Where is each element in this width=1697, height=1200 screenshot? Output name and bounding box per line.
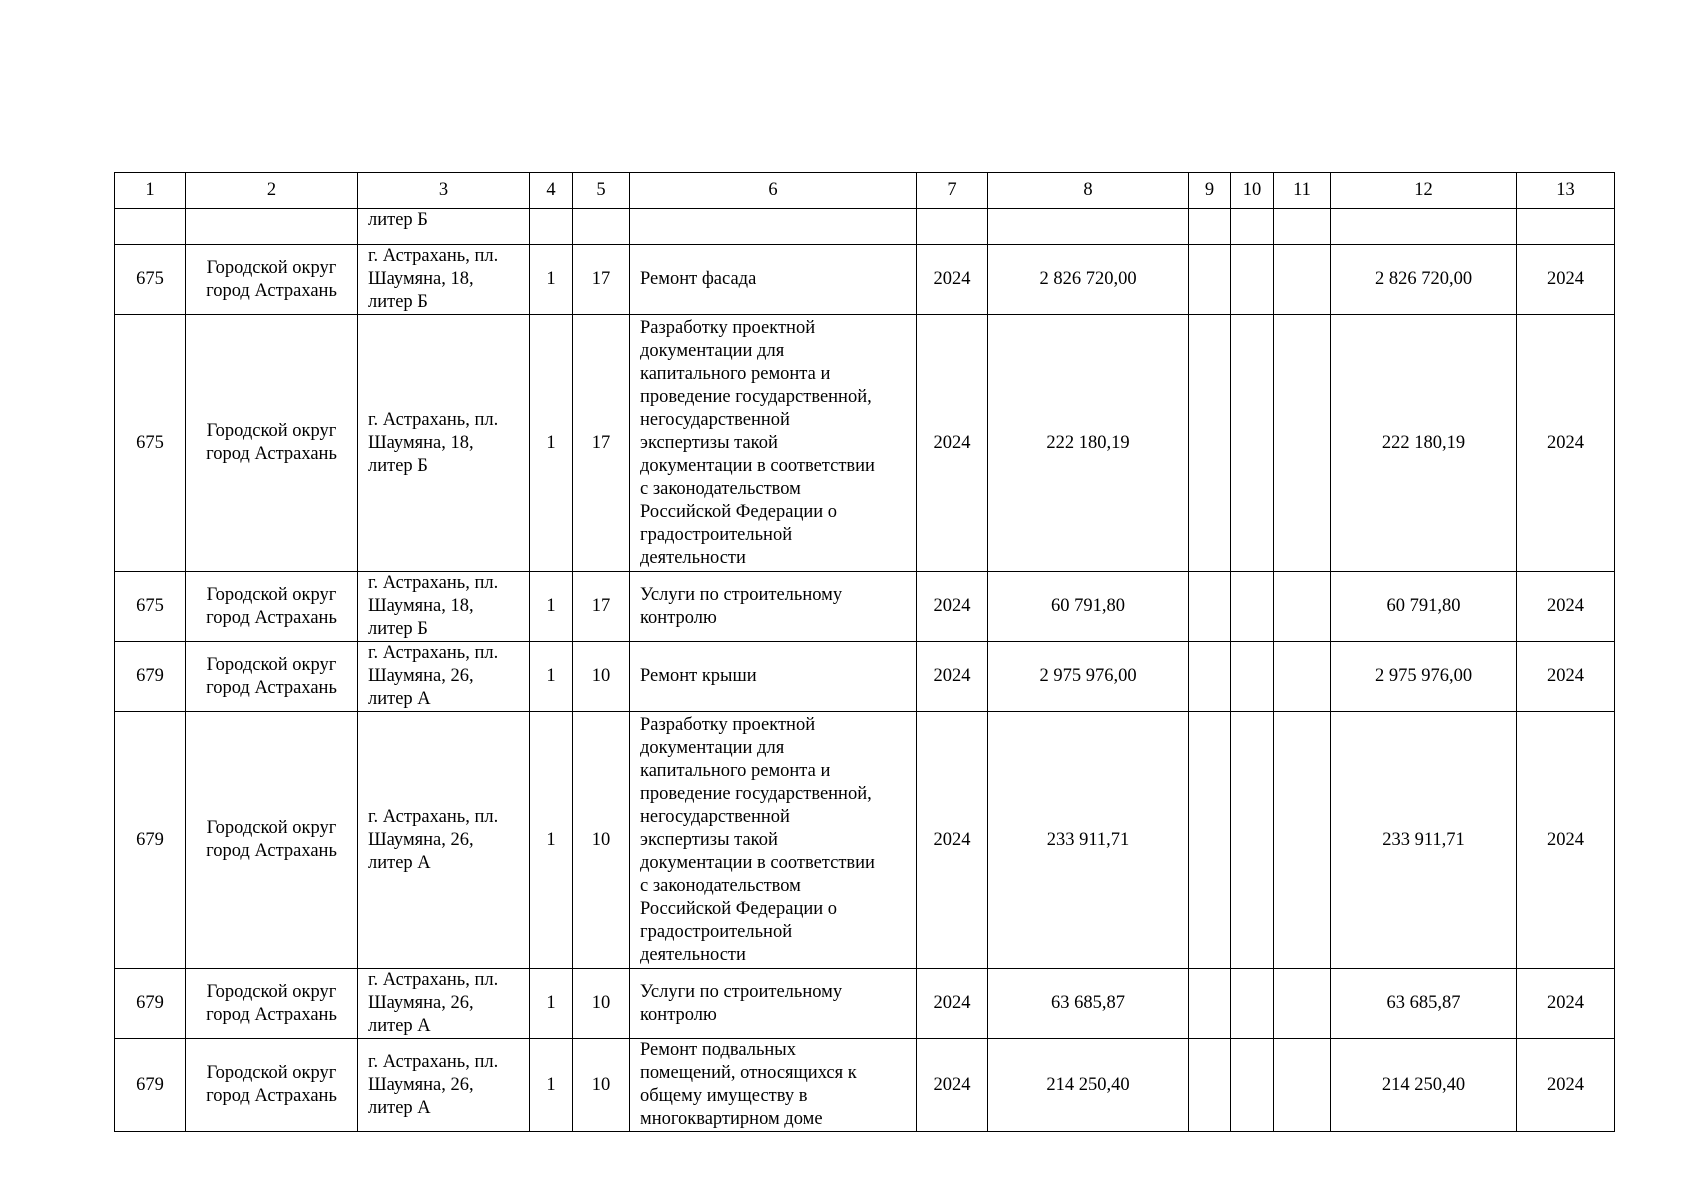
cell: 17 [573,245,630,315]
cell [573,209,630,245]
cell [1274,1039,1331,1132]
cell [1231,642,1274,712]
cell [917,209,988,245]
row-number: 679 [115,712,186,969]
work-type-cell: Ремонт крыши [630,642,917,712]
municipality-cell: Городской округ город Астрахань [186,969,358,1039]
cell [1189,642,1231,712]
cell [1231,712,1274,969]
cell: 10 [573,969,630,1039]
cost-cell: 63 685,87 [1331,969,1517,1039]
cell: 17 [573,572,630,642]
address-continuation: литер Б [358,209,530,245]
work-type-cell: Услуги по строительному контролю [630,572,917,642]
municipality-cell: Городской округ город Астрахань [186,712,358,969]
cell [1189,712,1231,969]
column-number: 12 [1331,173,1517,209]
cost-cell: 2 826 720,00 [988,245,1189,315]
cell: 10 [573,712,630,969]
work-type-cell: Разработку проектной документации для капитального ремонта и проведение государственной, негосударственной экспертизы такой документации в соответствии с законодательством Российской Федерации о градостроительной деятельности [630,315,917,572]
work-type-cell: Услуги по строительному контролю [630,969,917,1039]
cell: 10 [573,642,630,712]
column-number: 3 [358,173,530,209]
year-cell: 2024 [1517,245,1615,315]
cell [630,209,917,245]
cell [1274,572,1331,642]
cost-cell: 2 975 976,00 [1331,642,1517,712]
continuation-row [115,209,1615,245]
year-cell: 2024 [1517,642,1615,712]
cell [1189,1039,1231,1132]
cell: 1 [530,245,573,315]
address-cell: г. Астрахань, пл. Шаумяна, 18, литер Б [358,245,530,315]
cost-cell: 214 250,40 [988,1039,1189,1132]
cost-cell: 214 250,40 [1331,1039,1517,1132]
cell [1231,245,1274,315]
cell [186,209,358,245]
column-number: 9 [1189,173,1231,209]
table-row [115,315,1615,572]
cost-cell: 2 975 976,00 [988,642,1189,712]
cell: 1 [530,315,573,572]
year-cell: 2024 [1517,1039,1615,1132]
cell [1189,572,1231,642]
column-number: 5 [573,173,630,209]
cost-cell: 233 911,71 [1331,712,1517,969]
cell [115,209,186,245]
table-row [115,1039,1615,1132]
year-cell: 2024 [917,969,988,1039]
cell [1189,209,1231,245]
cost-cell: 2 826 720,00 [1331,245,1517,315]
cell: 1 [530,1039,573,1132]
cell [1274,712,1331,969]
column-number: 6 [630,173,917,209]
cell [1274,315,1331,572]
work-type-cell: Ремонт подвальных помещений, относящихся к общему имуществу в многоквартирном доме [630,1039,917,1132]
cost-cell: 222 180,19 [988,315,1189,572]
column-number: 4 [530,173,573,209]
year-cell: 2024 [1517,572,1615,642]
municipality-cell: Городской округ город Астрахань [186,1039,358,1132]
cell [1231,209,1274,245]
cell: 1 [530,642,573,712]
cell [1231,969,1274,1039]
cell [1231,315,1274,572]
table-row [115,245,1615,315]
year-cell: 2024 [1517,969,1615,1039]
year-cell: 2024 [917,712,988,969]
table-row [115,712,1615,969]
cell [1274,245,1331,315]
cell: 17 [573,315,630,572]
year-cell: 2024 [917,245,988,315]
work-type-cell: Ремонт фасада [630,245,917,315]
municipality-cell: Городской округ город Астрахань [186,245,358,315]
row-number: 679 [115,642,186,712]
column-number: 10 [1231,173,1274,209]
cell [1331,209,1517,245]
address-cell: г. Астрахань, пл. Шаумяна, 26, литер А [358,642,530,712]
cell [988,209,1189,245]
row-number: 675 [115,572,186,642]
row-number: 679 [115,969,186,1039]
cell [1517,209,1615,245]
address-cell: г. Астрахань, пл. Шаумяна, 18, литер Б [358,315,530,572]
year-cell: 2024 [917,1039,988,1132]
row-number: 675 [115,315,186,572]
work-type-cell: Разработку проектной документации для капитального ремонта и проведение государственной, негосударственной экспертизы такой документации в соответствии с законодательством Российской Федерации о градостроительной деятельности [630,712,917,969]
column-number: 8 [988,173,1189,209]
cell [1274,642,1331,712]
cell [1231,572,1274,642]
address-cell: г. Астрахань, пл. Шаумяна, 26, литер А [358,712,530,969]
cost-cell: 60 791,80 [1331,572,1517,642]
capital-repair-table [114,172,1615,1132]
cost-cell: 222 180,19 [1331,315,1517,572]
column-number: 2 [186,173,358,209]
municipality-cell: Городской округ город Астрахань [186,572,358,642]
cell: 1 [530,572,573,642]
cell [1231,1039,1274,1132]
cost-cell: 233 911,71 [988,712,1189,969]
column-number-row [115,173,1615,209]
address-cell: г. Астрахань, пл. Шаумяна, 26, литер А [358,1039,530,1132]
year-cell: 2024 [1517,712,1615,969]
year-cell: 2024 [917,315,988,572]
column-number: 13 [1517,173,1615,209]
column-number: 7 [917,173,988,209]
cost-cell: 63 685,87 [988,969,1189,1039]
cell [1274,969,1331,1039]
municipality-cell: Городской округ город Астрахань [186,642,358,712]
address-cell: г. Астрахань, пл. Шаумяна, 26, литер А [358,969,530,1039]
table-row [115,572,1615,642]
cell: 10 [573,1039,630,1132]
cost-cell: 60 791,80 [988,572,1189,642]
cell [1189,969,1231,1039]
column-number: 1 [115,173,186,209]
address-cell: г. Астрахань, пл. Шаумяна, 18, литер Б [358,572,530,642]
cell [1189,315,1231,572]
column-number: 11 [1274,173,1331,209]
year-cell: 2024 [917,642,988,712]
year-cell: 2024 [917,572,988,642]
row-number: 679 [115,1039,186,1132]
table-row [115,969,1615,1039]
row-number: 675 [115,245,186,315]
municipality-cell: Городской округ город Астрахань [186,315,358,572]
cell: 1 [530,969,573,1039]
cell [1189,245,1231,315]
cell [1274,209,1331,245]
cell: 1 [530,712,573,969]
year-cell: 2024 [1517,315,1615,572]
cell [530,209,573,245]
table-row [115,642,1615,712]
